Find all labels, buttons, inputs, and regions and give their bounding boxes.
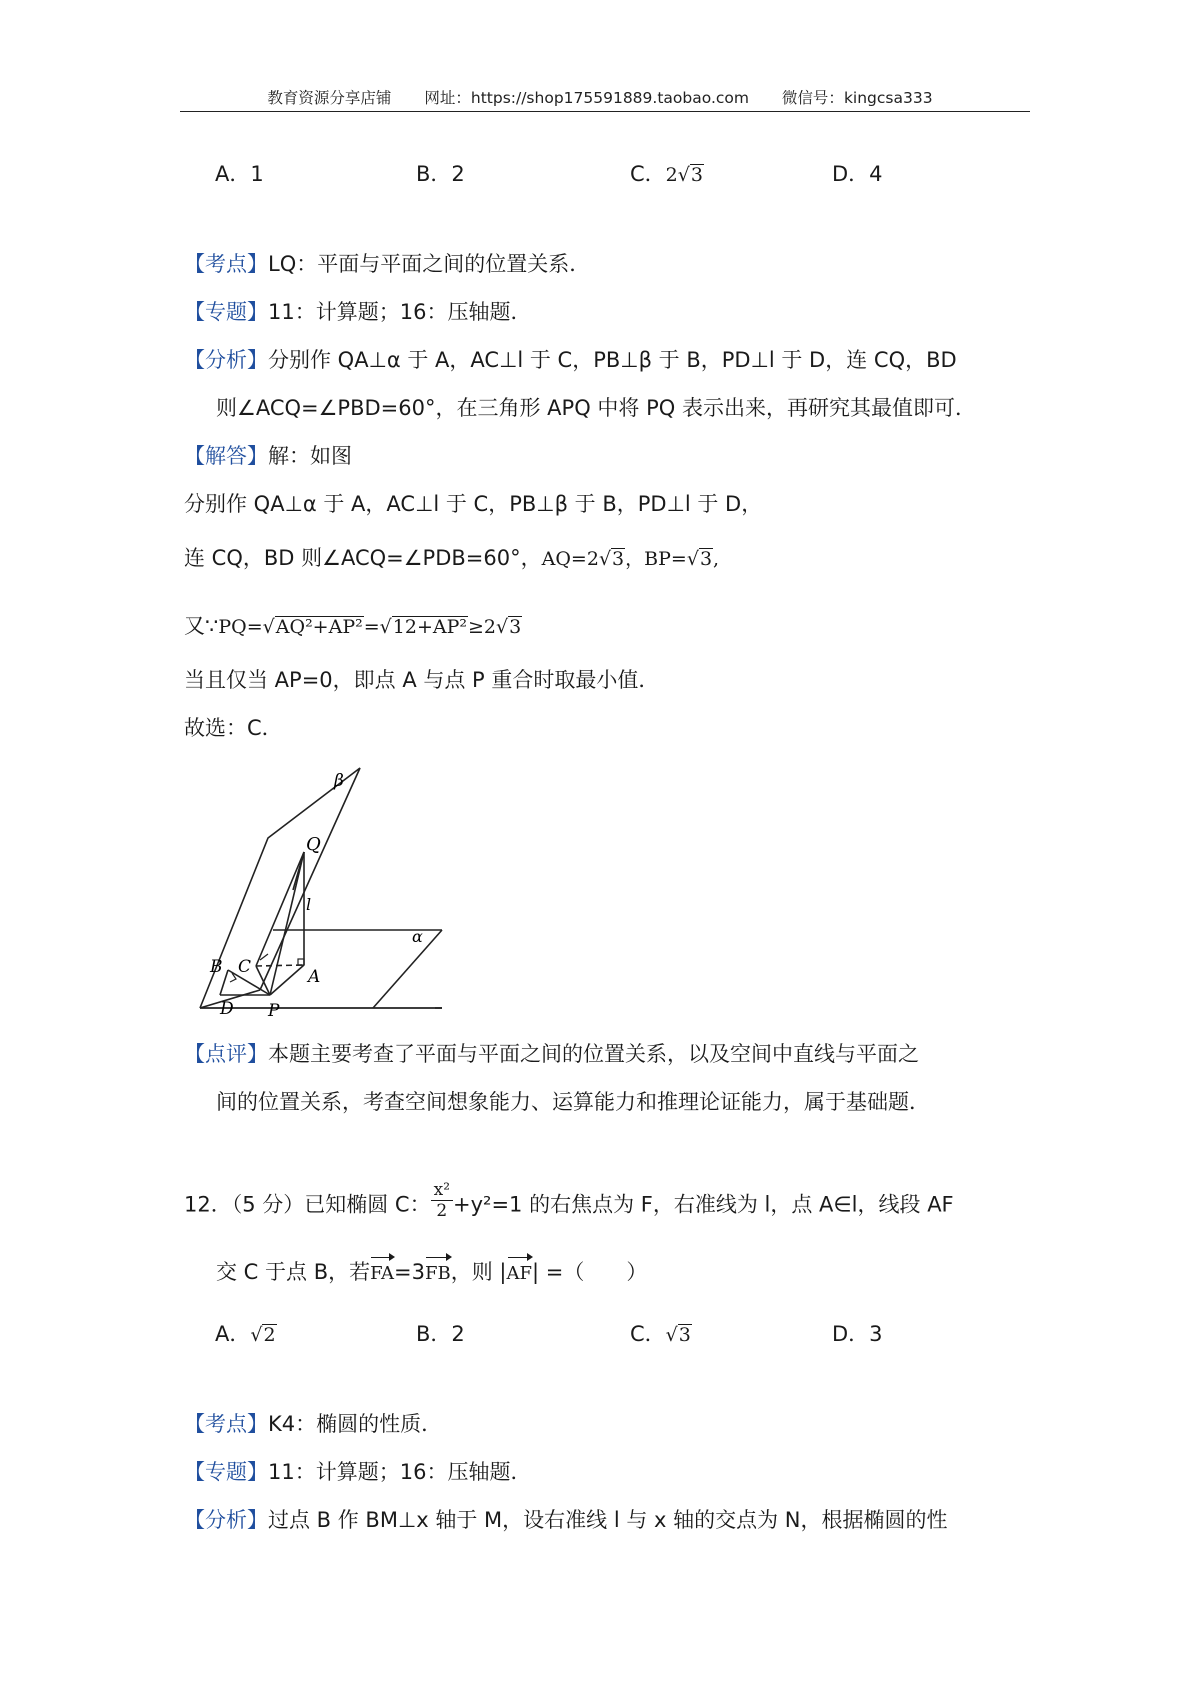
q11-solution-line-5: 故选：C． [184, 716, 283, 740]
header-rule [180, 111, 1030, 112]
q11-solution-line-1: 分别作 QA⊥α 于 A，AC⊥l 于 C，PB⊥β 于 B，PD⊥l 于 D， [184, 492, 763, 516]
q12-kaodian: 【考点】K4：椭圆的性质． [184, 1412, 443, 1436]
q12-fraction: $\frac{\text{x²}}{2}$ [431, 1180, 453, 1221]
label-p: P [268, 1001, 280, 1020]
q12-zhuanti: 【专题】11：计算题；16：压轴题． [184, 1460, 532, 1484]
label-b: B [210, 957, 223, 977]
label-alpha: α [412, 927, 423, 946]
q11-solution-line-2: 连 CQ，BD 则∠ACQ=∠PDB=60°，AQ=2√3，BP=√3, [184, 546, 720, 570]
q11-option-b: B．2 [416, 162, 465, 186]
page-header [0, 86, 1200, 108]
vector-af: AF [507, 1260, 533, 1288]
q11-kaodian: 【考点】LQ：平面与平面之间的位置关系． [184, 252, 591, 276]
q12-option-d: D．3 [832, 1322, 883, 1346]
header-wechat: 微信号：kingcsa333 [781, 89, 933, 107]
q11-zhuanti: 【专题】11：计算题；16：压轴题． [184, 300, 532, 324]
dianping-tag: 【点评】 [184, 1042, 268, 1066]
q11-option-a: A．1 [215, 162, 264, 186]
q11-solution-line-4: 当且仅当 AP=0，即点 A 与点 P 重合时取最小值． [184, 668, 660, 692]
label-beta: β [334, 771, 344, 791]
q11-fenxi-cont: 则∠ACQ=∠PBD=60°，在三角形 APQ 中将 PQ 表示出来，再研究其最值即可． [216, 396, 976, 420]
label-l: l [306, 895, 312, 914]
q11-dianping: 【点评】本题主要考查了平面与平面之间的位置关系，以及空间中直线与平面之 [184, 1042, 919, 1066]
q11-jieda: 【解答】解：如图 [184, 444, 352, 468]
q11-solution-line-3: 又∵PQ=√AQ²+AP²=√12+AP²≥2√3 [184, 614, 522, 638]
q12-option-c: C．√3 [630, 1322, 691, 1346]
q12-stem-line-1: 12．（5 分）已知椭圆 C： $\frac{\text{x²}}{2}$ +y²=1 的右焦点为 F，右准线为 l，点 A∈l，线段 AF [184, 1180, 954, 1221]
label-c: C [238, 957, 252, 977]
label-q: Q [306, 834, 321, 855]
q11-geometry-figure [180, 760, 460, 1020]
fenxi-tag: 【分析】 [184, 348, 268, 372]
zhuanti-tag: 【专题】 [184, 300, 268, 324]
kaodian-tag: 【考点】 [184, 252, 268, 276]
q12-option-a: A．√2 [215, 1322, 276, 1346]
q11-dianping-cont: 间的位置关系，考查空间想象能力、运算能力和推理论证能力，属于基础题． [216, 1090, 930, 1114]
label-d: D [220, 999, 234, 1019]
q11-option-d: D．4 [832, 162, 883, 186]
q11-fenxi: 【分析】分别作 QA⊥α 于 A，AC⊥l 于 C，PB⊥β 于 B，PD⊥l 于 D，连 CQ，BD [184, 348, 957, 372]
plane-beta [200, 768, 360, 1008]
header-url[interactable]: 网址：https://shop175591889.taobao.com [424, 89, 749, 107]
plane-alpha-edge [373, 930, 442, 1008]
q12-fenxi: 【分析】过点 B 作 BM⊥x 轴于 M，设右准线 l 与 x 轴的交点为 N，根据椭圆的性 [184, 1508, 948, 1532]
jieda-tag: 【解答】 [184, 444, 268, 468]
q12-stem-line-2: 交 C 于点 B，若FA=3FB，则 |AF| =（ ） [216, 1258, 647, 1288]
vector-fb: FB [425, 1260, 451, 1288]
header-shop: 教育资源分享店铺 [267, 89, 392, 107]
q12-option-b: B．2 [416, 1322, 465, 1346]
vector-fa: FA [370, 1260, 394, 1288]
label-a: A [308, 967, 321, 987]
q11-option-c: C．2√3 [630, 162, 703, 186]
